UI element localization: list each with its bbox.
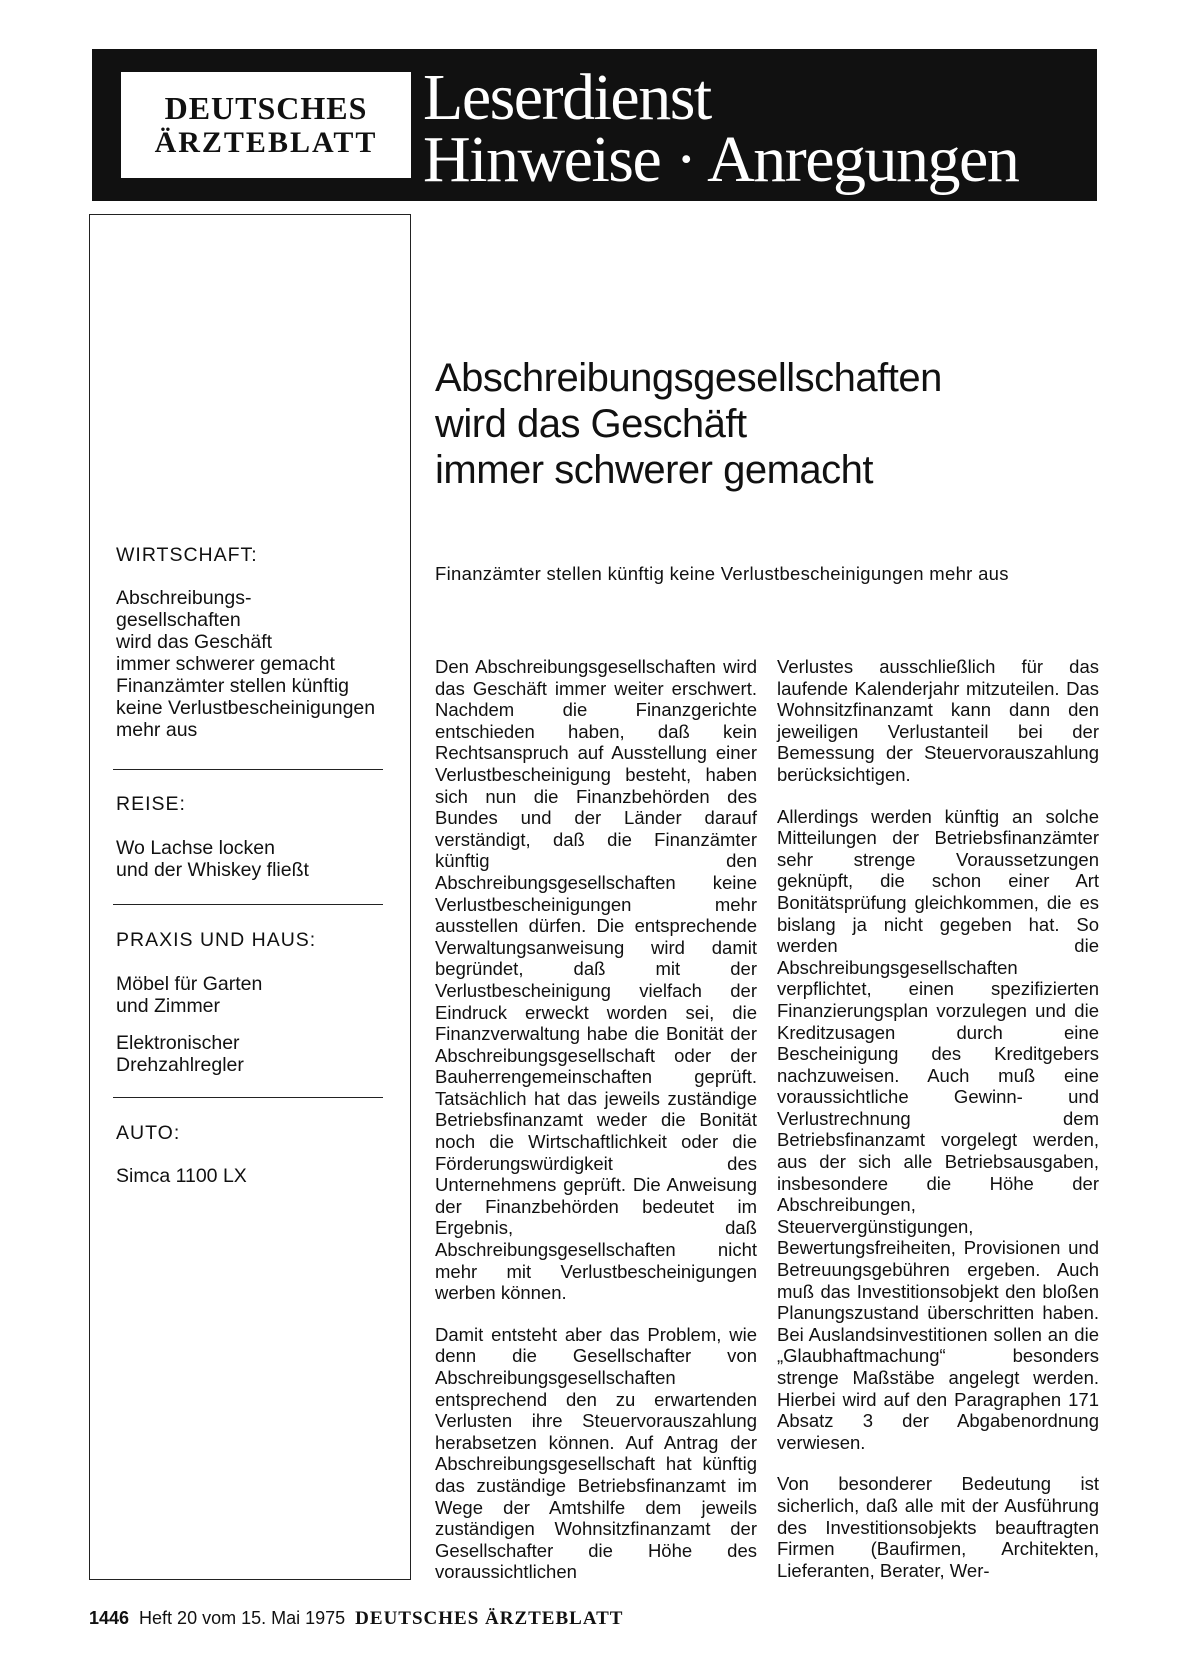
sidebar-divider	[113, 769, 383, 770]
footer-magazine-name: DEUTSCHES ÄRZTEBLATT	[355, 1608, 624, 1629]
logo-line-2: ÄRZTEBLATT	[154, 126, 378, 159]
sidebar-divider	[113, 904, 383, 905]
masthead-title-line-2: Hinweise · Anregungen	[423, 123, 1019, 196]
article-paragraph: Verlustes ausschließlich für das laufende Kalenderjahr mitzuteilen. Das Wohnsitzfinanzamt kann dann den jeweiligen Verlustanteil bei der Bemessung der Steuervorauszahlung berücksichtigen.	[777, 656, 1099, 785]
sidebar-entry: Möbel für Garten und Zimmer	[116, 973, 263, 1017]
issue-info: Heft 20 vom 15. Mai 1975	[139, 1608, 346, 1628]
sidebar-entry: Finanzämter stellen künftig keine Verlustbescheinigungen mehr aus	[116, 675, 376, 741]
sidebar-entry: Wo Lachse locken und der Whiskey fließt	[116, 837, 309, 881]
article-paragraph: Den Abschreibungsgesellschaften wird das Geschäft immer weiter erschwert. Nachdem die Finanzgerichte entschieden haben, daß kein Rechtsanspruch auf Ausstellung einer Verlustbescheinigung besteht, haben sich nun die Finanzbehörden des Bundes und der Länder darauf verständigt, daß die Finanzämter künftig den Abschreibungsgesellschaften keine Verlustbescheinigungen mehr ausstellen dürfen. Die entsprechende Verwaltungsanweisung wird damit begründet, daß mit der Verlustbescheinigung vielfach der Eindruck erweckt worden sei, die Finanzverwaltung habe die Bonität der Abschreibungsgesellschaft oder der Bauherrengemeinschaften geprüft. Tatsächlich hat das jeweils zuständige Betriebsfinanzamt weder die Bonität noch die Wirtschaftlichkeit oder die Förderungswürdigkeit des Unternehmens geprüft. Die Anweisung der Finanzbehörden bedeutet im Ergebnis, daß Abschreibungsgesellschaften nicht mehr mit Verlustbescheinigungen werben können.	[435, 656, 757, 1304]
sidebar-entry: Abschreibungs- gesellschaften wird das Geschäft immer schwerer gemacht	[116, 587, 335, 675]
sidebar-entry: Elektronischer Drehzahlregler	[116, 1032, 244, 1076]
article-paragraph: Von besonderer Bedeutung ist sicherlich, daß alle mit der Ausführung des Investitionsobjekts beauftragten Firmen (Baufirmen, Architekten, Lieferanten, Berater, Wer-	[777, 1473, 1099, 1581]
page-number: 1446	[89, 1608, 130, 1628]
logo-line-1: DEUTSCHES	[164, 90, 368, 126]
article-paragraph: Allerdings werden künftig an solche Mitteilungen der Betriebsfinanzämter sehr strenge Voraussetzungen geknüpft, die schon einer Art Bonitätsprüfung gleichkommen, die es bislang ja nicht gegeben hat. So werden die Abschreibungsgesellschaften verpflichtet, einen spezifizierten Finanzierungsplan vorzulegen und die Kreditzusagen durch eine Bescheinigung des Kreditgebers nachzuweisen. Auch muß eine voraussichtliche Gewinn- und Verlustrechnung dem Betriebsfinanzamt vorgelegt werden, aus der sich alle Betriebsausgaben, insbesondere die Höhe der Abschreibungen, Steuervergünstigungen, Bewertungsfreiheiten, Provisionen und Betreuungsgebühren ergeben. Auch muß das Investitionsobjekt den bloßen Planungszustand überschritten haben. Bei Auslandsinvestitionen sollen an die „Glaubhaftmachung“ besonders strenge Maßstäbe angelegt werden. Hierbei wird auf den Paragraphen 171 Absatz 3 der Abgabenordnung verwiesen.	[777, 805, 1099, 1453]
masthead	[92, 49, 1097, 201]
sidebar-divider	[113, 1097, 383, 1098]
article-column-2	[777, 656, 1099, 1601]
magazine-logo	[121, 72, 411, 178]
sidebar-contents-box	[89, 214, 411, 1580]
sidebar-entry: Simca 1100 LX	[116, 1165, 247, 1187]
sidebar-heading-wirtschaft: WIRTSCHAFT:	[116, 544, 258, 566]
masthead-title-line-1: Leserdienst	[423, 61, 711, 134]
sidebar-heading-reise: REISE:	[116, 793, 186, 815]
sidebar-heading-praxis-und-haus: PRAXIS UND HAUS:	[116, 929, 317, 951]
article-column-1	[435, 656, 757, 1603]
article-paragraph: Damit entsteht aber das Problem, wie denn die Gesellschafter von Abschreibungsgesellschaften entsprechend den zu erwartenden Verlusten ihre Steuervorauszahlung herabsetzen können. Auf Antrag der Abschreibungsgesellschaft hat künftig das zuständige Betriebsfinanzamt im Wege der Amtshilfe dem jeweils zuständigen Wohnsitzfinanzamt der Gesellschafter die Höhe des voraussichtlichen	[435, 1323, 757, 1583]
article-title: Abschreibungsgesellschaften wird das Geschäft immer schwerer gemacht	[435, 356, 942, 492]
article-subtitle: Finanzämter stellen künftig keine Verlustbescheinigungen mehr aus	[435, 563, 1009, 584]
sidebar-heading-auto: AUTO:	[116, 1122, 181, 1144]
page-footer	[89, 1608, 623, 1630]
